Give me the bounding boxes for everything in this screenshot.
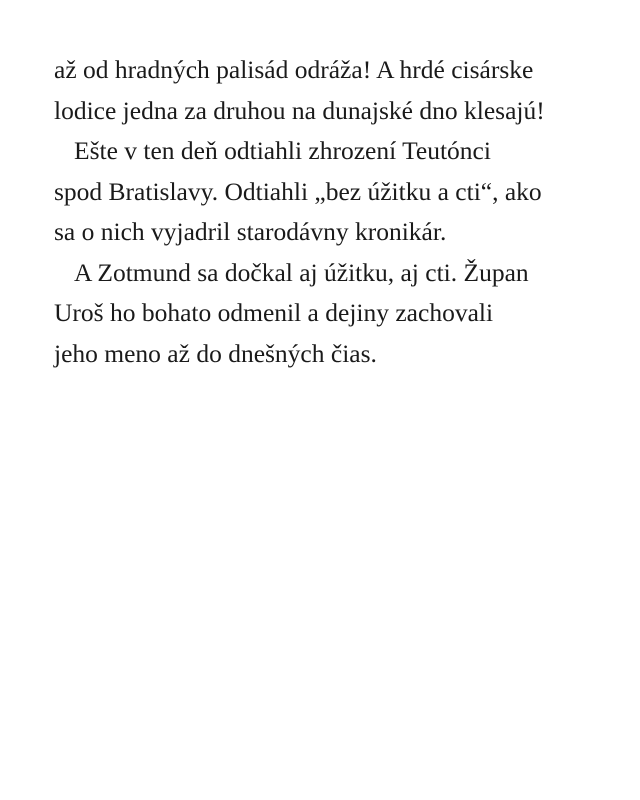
text-line: jeho meno až do dnešných čias. xyxy=(54,338,377,368)
paragraph-start-line: A Zotmund sa dočkal aj úžitku, aj cti. Župan xyxy=(74,257,529,287)
body-text xyxy=(54,50,594,374)
text-line: lodice jedna za druhou na dunajské dno klesajú! xyxy=(54,95,545,125)
text-line: Uroš ho bohato odmenil a dejiny zachovali xyxy=(54,298,494,327)
text-line: spod Bratislavy. Odtiahli „bez úžitku a cti“, ako xyxy=(54,176,542,206)
text-line: až od hradných palisád odráža! A hrdé cisárske xyxy=(54,55,534,84)
text-line: sa o nich vyjadril starodávny kronikár. xyxy=(54,217,447,246)
paragraph-start-line: Ešte v ten deň odtiahli zhrození Teutónci xyxy=(74,136,491,165)
